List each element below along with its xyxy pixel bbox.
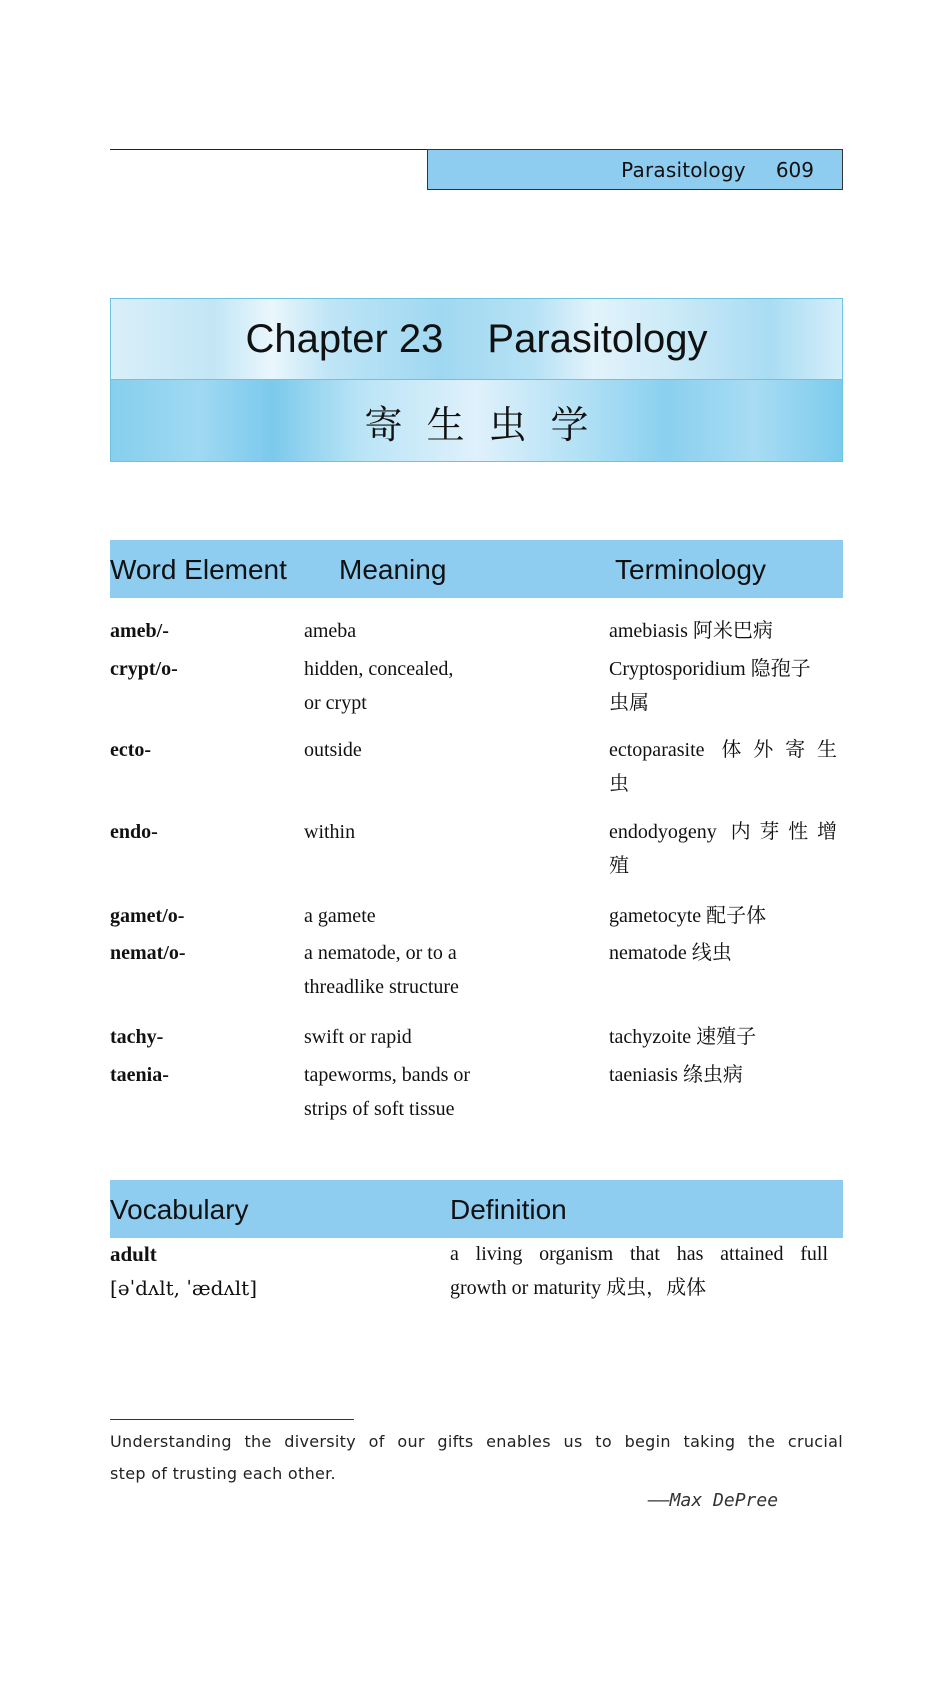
footer-quote <box>110 1426 843 1490</box>
col-header-vocabulary: Vocabulary <box>110 1194 249 1225</box>
word-terminology <box>609 652 837 720</box>
meaning-line: a gamete <box>304 905 376 927</box>
word-meaning <box>304 614 544 648</box>
header-rule <box>110 149 428 150</box>
meaning-line: within <box>304 821 356 843</box>
quote-line: Understanding the diversity of our gifts enables us to begin taking the crucial <box>110 1432 843 1451</box>
word-table-header <box>110 540 843 598</box>
word-terminology <box>609 733 837 801</box>
col-header-meaning: Meaning <box>339 554 447 585</box>
meaning-line: swift or rapid <box>304 1026 412 1048</box>
terminology-line: tachyzoite 速殖子 <box>609 1026 757 1048</box>
chapter-number: Chapter 23 <box>245 316 444 361</box>
word-meaning <box>304 1020 544 1054</box>
definition-line: a living organism that has attained full <box>450 1243 828 1265</box>
meaning-line: hidden, concealed, <box>304 658 454 680</box>
word-element: ameb/- <box>110 620 169 642</box>
col-header-terminology: Terminology <box>615 554 766 585</box>
meaning-line: a nematode, or to a <box>304 942 457 964</box>
chapter-heading <box>111 299 842 380</box>
word-element: taenia- <box>110 1064 169 1086</box>
running-header <box>427 149 843 190</box>
word-element: gamet/o- <box>110 905 185 927</box>
word-meaning <box>304 733 544 767</box>
word-meaning <box>304 1058 544 1126</box>
word-terminology <box>609 1058 837 1092</box>
word-element: tachy- <box>110 1026 164 1048</box>
word-terminology <box>609 936 837 970</box>
chapter-chinese-title: 寄生虫学 <box>111 380 842 462</box>
meaning-line: ameba <box>304 620 357 642</box>
word-meaning <box>304 815 544 849</box>
word-terminology <box>609 1020 837 1054</box>
vocab-definition <box>450 1237 828 1305</box>
word-meaning <box>304 936 544 1004</box>
word-terminology <box>609 899 837 933</box>
terminology-line: 虫属 <box>609 692 649 714</box>
meaning-line: threadlike structure <box>304 976 459 998</box>
word-element: ecto- <box>110 739 152 761</box>
quote-line: step of trusting each other. <box>110 1464 336 1483</box>
terminology-line: nematode 线虫 <box>609 942 732 964</box>
meaning-line: outside <box>304 739 362 761</box>
col-header-word-element: Word Element <box>110 554 287 585</box>
terminology-line: amebiasis 阿米巴病 <box>609 620 773 642</box>
word-element: crypt/o- <box>110 658 178 680</box>
vocab-word: adult <box>110 1242 157 1266</box>
quote-author: ——Max DePree <box>648 1490 779 1511</box>
terminology-line: endodyogeny 内芽性增 <box>609 821 837 843</box>
vocab-table-header <box>110 1180 843 1238</box>
word-terminology <box>609 815 837 883</box>
vocab-pronunciation: [əˈdʌlt, ˈædʌlt] <box>110 1276 258 1300</box>
chapter-banner <box>110 298 843 462</box>
col-header-definition: Definition <box>450 1194 567 1225</box>
page-number: 609 <box>775 157 814 182</box>
terminology-line: 虫 <box>609 773 629 795</box>
definition-line: growth or maturity 成虫，成体 <box>450 1277 707 1299</box>
word-element: endo- <box>110 821 158 843</box>
terminology-line: ectoparasite 体外寄生 <box>609 739 837 761</box>
footer-rule <box>110 1419 354 1420</box>
chapter-title: Parasitology <box>487 316 708 361</box>
word-terminology <box>609 614 837 648</box>
terminology-line: 殖 <box>609 855 629 877</box>
terminology-line: gametocyte 配子体 <box>609 905 767 927</box>
word-meaning <box>304 652 544 720</box>
meaning-line: tapeworms, bands or <box>304 1064 471 1086</box>
terminology-line: Cryptosporidium 隐孢子 <box>609 658 811 680</box>
running-title: Parasitology <box>621 157 746 182</box>
terminology-line: taeniasis 绦虫病 <box>609 1064 743 1086</box>
meaning-line: or crypt <box>304 692 367 714</box>
word-meaning <box>304 899 544 933</box>
meaning-line: strips of soft tissue <box>304 1098 455 1120</box>
word-element: nemat/o- <box>110 942 186 964</box>
